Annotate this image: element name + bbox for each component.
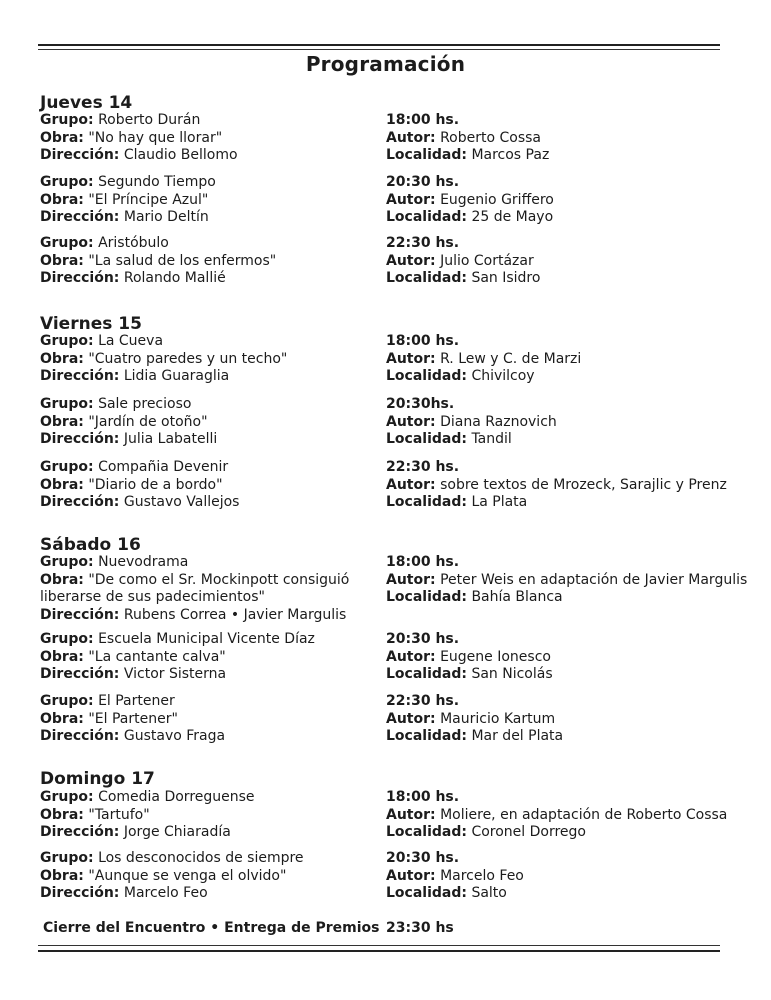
schedule-block: 22:30 hs. Autor: Mauricio Kartum Localidad: Mar del Plata [386,693,564,744]
group-name: Roberto Durán [98,112,201,128]
director: Claudio Bellomo [123,147,238,163]
group-block: Grupo: Roberto Durán Obra: "No hay que llorar" Dirección: Claudio Bellomo [40,112,238,163]
group-name: La Cueva [98,333,164,349]
locality: Salto [471,885,507,901]
group-block: Grupo: El Partener Obra: "El Partener" Dirección: Gustavo Fraga [40,693,226,744]
time: 22:30 hs. [386,235,460,251]
group-block: Grupo: Compañia Devenir Obra: "Diario de a bordo" Dirección: Gustavo Vallejos [40,459,240,510]
author: sobre textos de Mrozeck, Sarajlic y Prenz [440,476,727,493]
group-block: Grupo: La Cueva Obra: "Cuatro paredes y un techo" Dirección: Lidia Guaraglia [40,333,288,384]
group-name: Nuevodrama [98,554,189,570]
play-title: "Tartufo" [88,806,150,823]
time: 20:30 hs. [386,174,460,190]
group-block: Grupo: Aristóbulo Obra: "La salud de los enfermos" Dirección: Rolando Mallié [40,235,277,286]
locality: Tandil [471,431,512,447]
time: 18:00 hs. [386,789,460,805]
day-heading: Viernes 15 [40,314,142,334]
schedule-block: 22:30 hs. Autor: Julio Cortázar Localidad: San Isidro [386,235,541,286]
group-name: Escuela Municipal Vicente Díaz [98,631,315,647]
locality: Mar del Plata [471,728,564,744]
director: Rolando Mallié [123,270,226,286]
director: Julia Labatelli [123,431,218,447]
schedule-block: 20:30 hs. Autor: Eugene Ionesco Localidad: San Nicolás [386,631,553,682]
schedule-block: 20:30hs. Autor: Diana Raznovich Localidad: Tandil [386,396,557,447]
author: Diana Raznovich [440,413,557,430]
group-name: Compañia Devenir [98,459,229,475]
play-title: "La salud de los enfermos" [88,252,277,269]
author: Julio Cortázar [440,252,534,269]
group-name: Los desconocidos de siempre [98,850,304,866]
schedule-block: 20:30 hs. Autor: Marcelo Feo Localidad: Salto [386,850,524,901]
locality: 25 de Mayo [471,209,554,225]
play-title: "De como el Sr. Mockinpott consiguió [88,571,350,588]
director: Gustavo Fraga [123,728,226,744]
schedule-block: 18:00 hs. Autor: R. Lew y C. de Marzi Localidad: Chivilcoy [386,333,582,384]
bottom-rule-1 [38,945,720,946]
time: 18:00 hs. [386,333,460,349]
schedule-block: 20:30 hs. Autor: Eugenio Griffero Localidad: 25 de Mayo [386,174,554,225]
time: 18:00 hs. [386,112,460,128]
director: Gustavo Vallejos [123,494,240,510]
schedule-block: 18:00 hs. Autor: Peter Weis en adaptación de Javier Margulis Localidad: Bahía Blanca [386,554,748,605]
locality: San Nicolás [471,666,553,682]
closing-time: 23:30 hs [386,920,454,936]
closing-event: Cierre del Encuentro • Entrega de Premios [43,920,380,936]
play-title: "No hay que llorar" [88,129,223,146]
group-name: Sale precioso [98,396,192,412]
director: Victor Sisterna [123,666,227,682]
day-heading: Sábado 16 [40,535,141,555]
director: Jorge Chiaradía [123,824,231,840]
author: Moliere, en adaptación de Roberto Cossa [440,806,728,823]
locality: Coronel Dorrego [471,824,586,840]
group-block: Grupo: Nuevodrama Obra: "De como el Sr. Mockinpott consiguió liberarse de sus padecimientos" Dirección: Rubens Correa • Javier Margulis [40,554,350,623]
day-heading: Jueves 14 [40,93,133,113]
bottom-rule-2 [38,950,720,952]
director: Lidia Guaraglia [123,368,230,384]
schedule-block: 18:00 hs. Autor: Roberto Cossa Localidad: Marcos Paz [386,112,550,163]
locality: Chivilcoy [471,368,535,384]
play-title: "Jardín de otoño" [88,413,208,430]
locality: Marcos Paz [471,147,550,163]
time: 20:30hs. [386,396,455,412]
locality: Bahía Blanca [471,589,563,605]
time: 20:30 hs. [386,631,460,647]
director: Rubens Correa • Javier Margulis [123,606,347,623]
schedule-block: 22:30 hs. Autor: sobre textos de Mrozeck, Sarajlic y Prenz Localidad: La Plata [386,459,727,510]
play-title: "La cantante calva" [88,648,226,665]
group-block: Grupo: Sale precioso Obra: "Jardín de otoño" Dirección: Julia Labatelli [40,396,218,447]
top-rule-1 [38,44,720,46]
page-title: Programación [305,52,466,76]
author: Marcelo Feo [440,867,524,884]
group-block: Grupo: Segundo Tiempo Obra: "El Príncipe Azul" Dirección: Mario Deltín [40,174,216,225]
time: 22:30 hs. [386,459,460,475]
play-title: "Diario de a bordo" [88,476,223,493]
time: 18:00 hs. [386,554,460,570]
group-block: Grupo: Escuela Municipal Vicente Díaz Obra: "La cantante calva" Dirección: Victor Sisterna [40,631,315,682]
play-title-continued: liberarse de sus padecimientos" [40,589,265,605]
top-rule-2 [38,49,720,50]
group-name: Aristóbulo [98,235,169,251]
group-name: Segundo Tiempo [98,174,216,190]
group-block: Grupo: Comedia Dorreguense Obra: "Tartufo" Dirección: Jorge Chiaradía [40,789,255,840]
play-title: "Cuatro paredes y un techo" [88,350,288,367]
author: Peter Weis en adaptación de Javier Margulis [440,571,748,588]
day-heading: Domingo 17 [40,769,155,789]
group-block: Grupo: Los desconocidos de siempre Obra: "Aunque se venga el olvido" Dirección: Marcelo Feo [40,850,304,901]
play-title: "El Príncipe Azul" [88,191,209,208]
group-name: Comedia Dorreguense [98,789,255,805]
author: Eugene Ionesco [440,648,551,665]
play-title: "Aunque se venga el olvido" [88,867,287,884]
author: R. Lew y C. de Marzi [440,350,582,367]
locality: La Plata [471,494,528,510]
author: Eugenio Griffero [440,191,554,208]
play-title: "El Partener" [88,710,178,727]
locality: San Isidro [471,270,541,286]
time: 20:30 hs. [386,850,460,866]
schedule-block: 18:00 hs. Autor: Moliere, en adaptación de Roberto Cossa Localidad: Coronel Dorrego [386,789,728,840]
time: 22:30 hs. [386,693,460,709]
author: Mauricio Kartum [440,710,556,727]
director: Mario Deltín [123,209,209,225]
group-name: El Partener [98,693,175,709]
director: Marcelo Feo [123,885,208,901]
author: Roberto Cossa [440,129,542,146]
